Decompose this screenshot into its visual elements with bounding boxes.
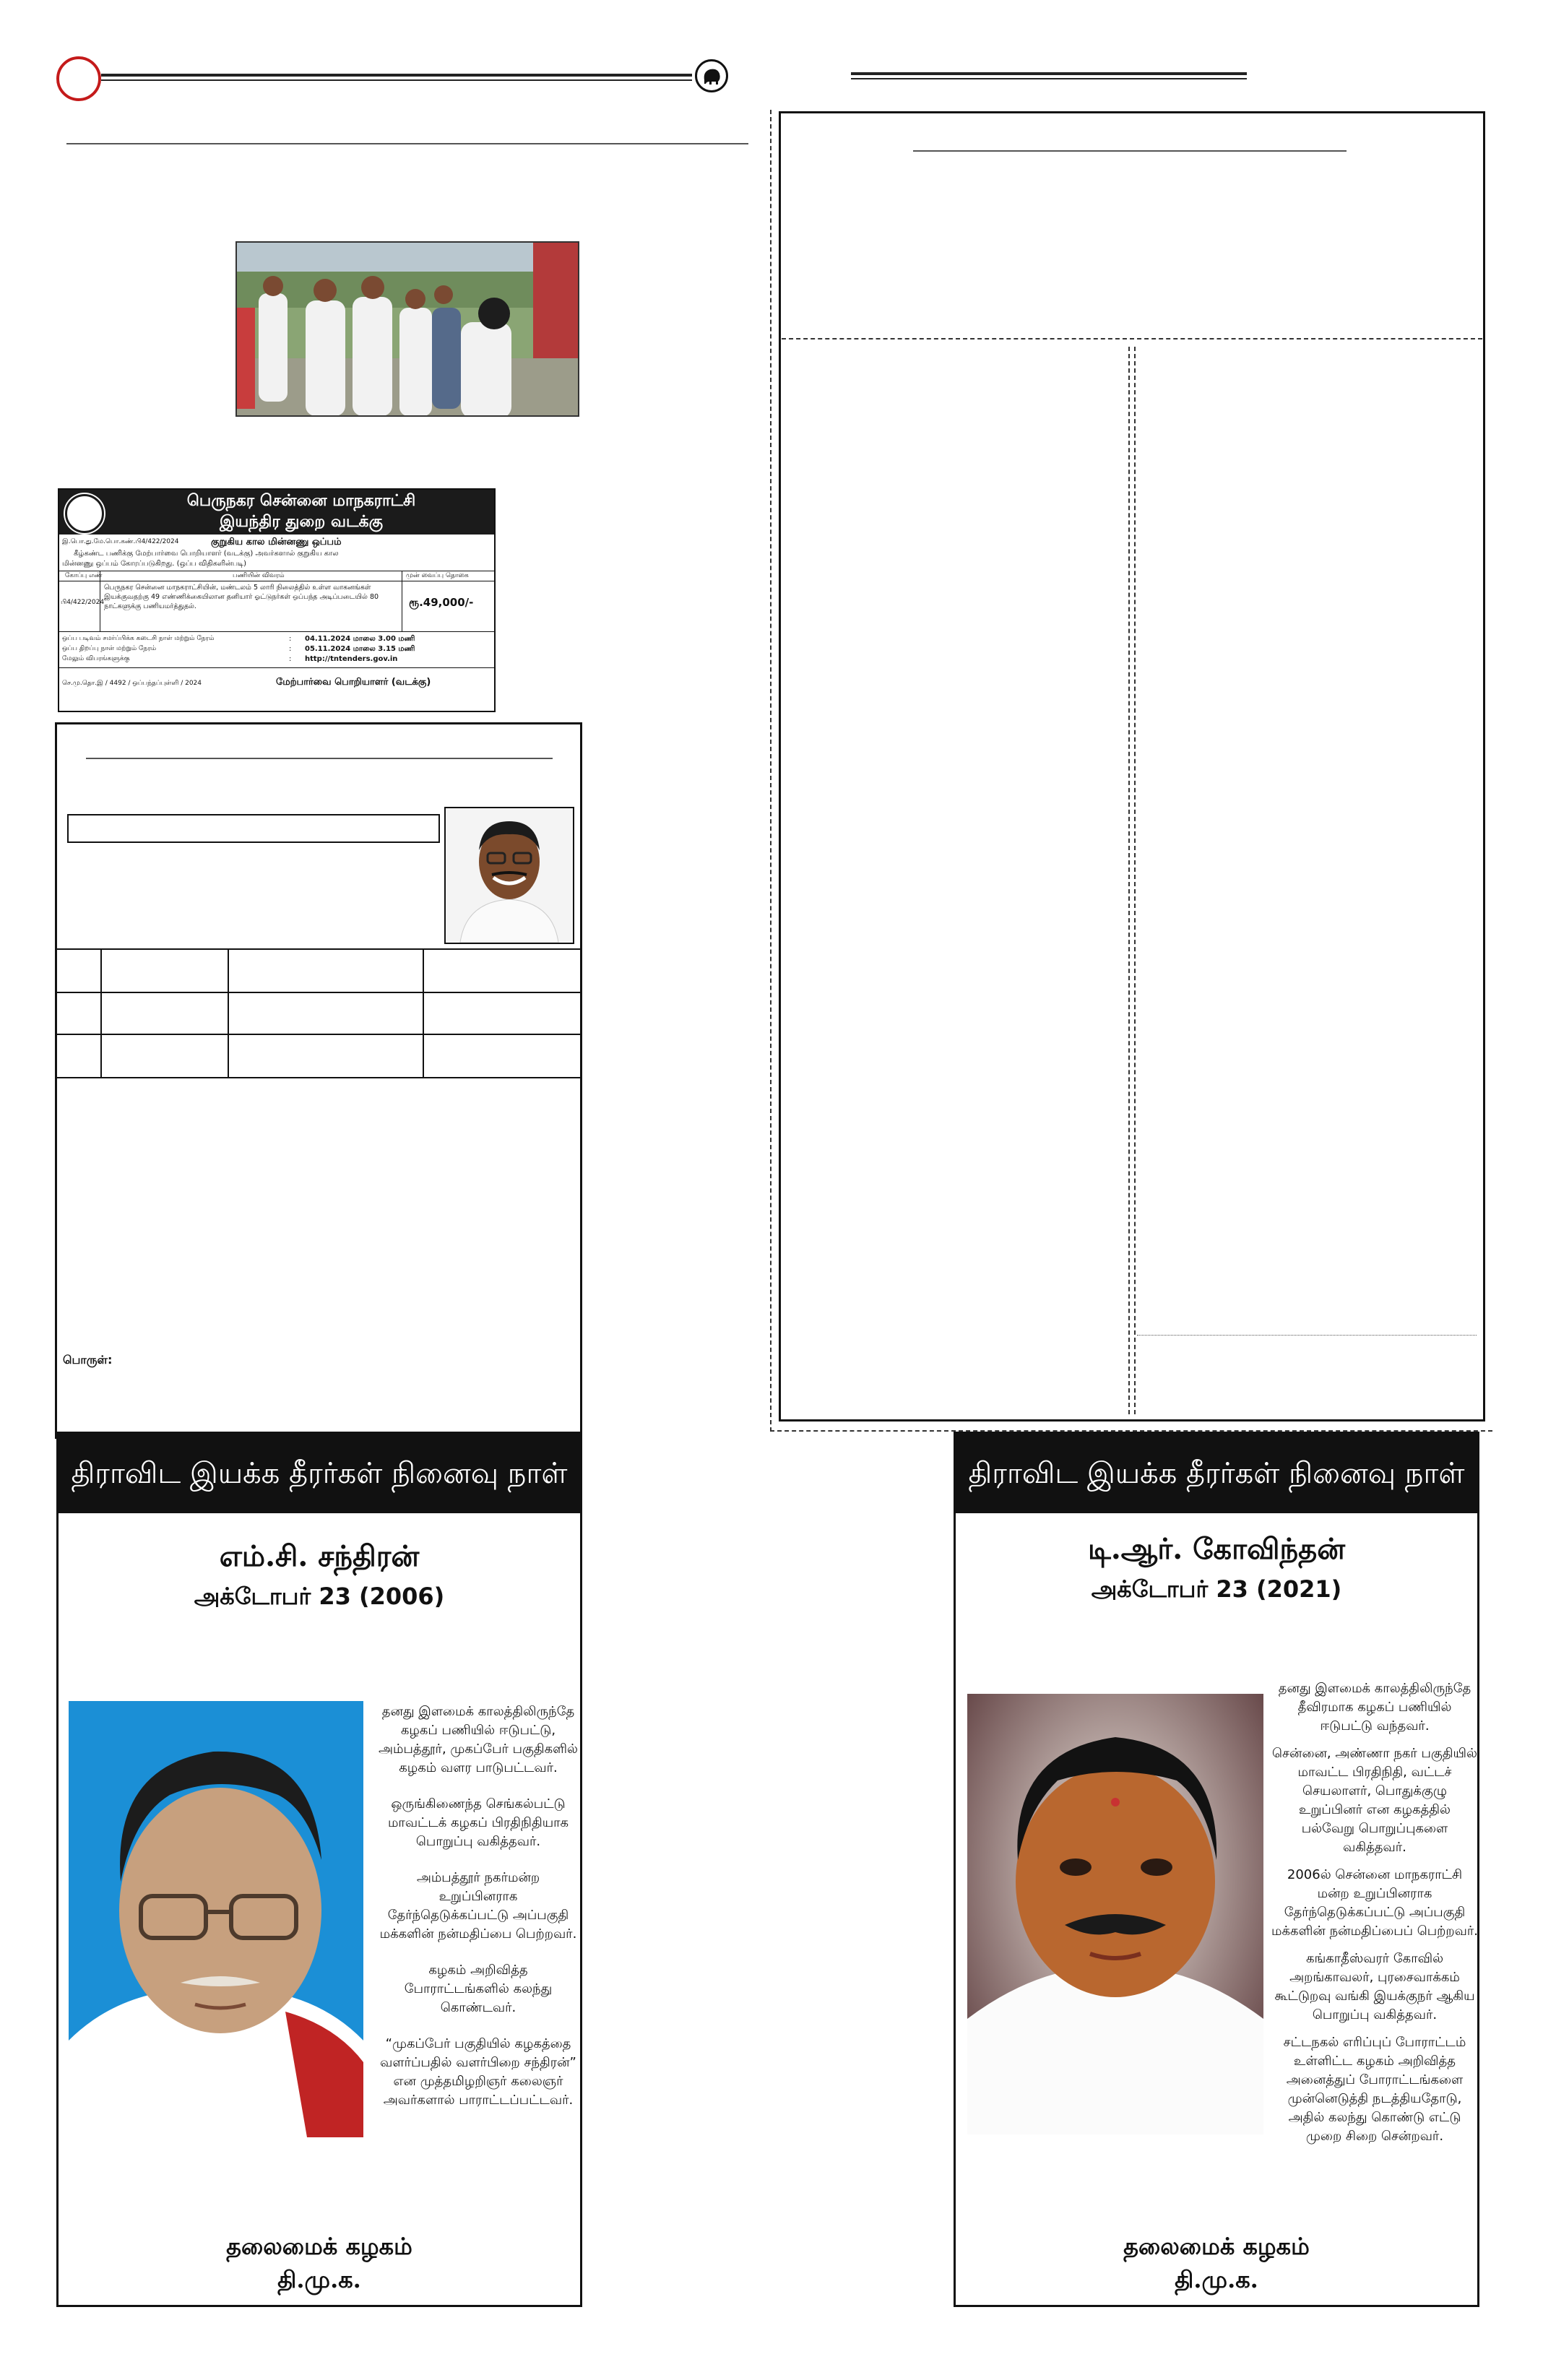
- memorial-left-name: எம்.சி. சந்திரன்: [219, 1539, 420, 1573]
- memorial-left: [56, 1432, 582, 2307]
- lbl-more-details: மேலும் விபரங்களுக்கு: [62, 655, 130, 662]
- left-column-rule: [66, 143, 748, 144]
- tender-org-line2: இயந்திர துறை வடக்கு: [219, 513, 383, 531]
- col-header-deposit: முன் வைப்பு தொகை: [406, 572, 469, 579]
- memorial-left-bio-1: தனது இளமைக் காலத்திலிருந்தே கழகப் பணியில் ஈடுபட்டு, அம்பத்தூர், முகப்பேர் பகுதிகளில் கழகம் வளர பாடுபட்டவர்.: [378, 1704, 578, 1775]
- masthead-rule-left: [101, 74, 692, 77]
- memorial-right-footer-org: தலைமைக் கழகம்: [1123, 2233, 1310, 2260]
- memorial-left-portrait: [69, 1701, 363, 2137]
- tender-intro-line1: கீழ்கண்ட பணிக்கு மேற்பார்வை பொறியாளர் (வடக்கு) அவர்களால் குறுகிய கால: [74, 550, 339, 558]
- tender-banner: [59, 490, 494, 535]
- masthead-rule-right-thin: [851, 78, 1247, 79]
- memorial-left-bio-3: அம்பத்தூர் நகர்மன்ற உறுப்பினராக தேர்ந்தெடுக்கப்பட்டு அப்பகுதி மக்களின் நன்மதிப்பை பெற்றவர்.: [379, 1870, 577, 1942]
- tender-notice: [58, 488, 496, 712]
- memorial-left-footer-party: தி.மு.க.: [277, 2266, 361, 2293]
- col-header-file-no: கோப்பு எண்: [65, 572, 103, 579]
- tender-deposit: ரூ.49,000/-: [409, 596, 474, 609]
- memorial-right: [954, 1432, 1479, 2307]
- memorial-left-bio-5: “முகப்பேர் பகுதியில் கழகத்தை வளர்ப்பதில் வளர்பிறை சந்திரன்” என முத்தமிழறிஞர் கலைஞர் அவர்களால் பாராட்டப்பட்டவர்.: [380, 2036, 576, 2108]
- lbl-last-date: ஒப்ப படிவம் சமர்ப்பிக்க கடைசி நாள் மற்றும் நேரம்: [62, 635, 215, 642]
- memorial-right-bio-5: சட்டநகல் எரிப்புப் போராட்டம் உள்ளிட்ட கழகம் அறிவித்த அனைத்துப் போராட்டங்களை முன்னெடுத்தி நடத்தியதோடு, அதில் கலந்து கொண்டு எட்டு முறை சிறை சென்றவர்.: [1283, 2035, 1466, 2144]
- tender-open-date: 05.11.2024 மாலை 3.15 மணி: [305, 645, 415, 653]
- lbl-open-date: ஒப்ப திறப்பு நாள் மற்றும் நேரம்: [62, 645, 157, 652]
- memorial-right-bio: [1271, 1679, 1479, 2146]
- right-article-divider: [782, 338, 1482, 339]
- tender-website-link[interactable]: http://tntenders.gov.in: [305, 655, 398, 663]
- masthead-rule-right: [851, 72, 1247, 75]
- tender-last-date: 04.11.2024 மாலை 3.00 மணி: [305, 635, 415, 643]
- col-header-work: பணியின் விவரம்: [233, 572, 285, 579]
- right-article-rule: [913, 150, 1347, 152]
- colon-2: :: [289, 645, 292, 653]
- notice-box: [55, 722, 582, 1439]
- masthead-circle-logo: [56, 56, 101, 101]
- corporation-seal-icon: [65, 494, 104, 533]
- colon-1: :: [289, 635, 292, 643]
- news-photo: [235, 241, 579, 417]
- tender-notice-title: குறுகிய கால மின்னணு ஒப்பம்: [211, 537, 342, 548]
- tender-footer-ref: செ.மு.தொ.இ / 4492 / ஒப்பந்தப்புள்ளி / 2024: [62, 680, 202, 687]
- tender-ref-no: இ.பொ.து.மே.பொ.கண்.பி4/422/2024: [62, 538, 179, 545]
- colon-3: :: [289, 655, 292, 663]
- memorial-left-bio: [378, 1702, 579, 2127]
- elephant-emblem-icon: [695, 59, 728, 92]
- memorial-right-name: டி.ஆர். கோவிந்தன்: [1088, 1532, 1345, 1566]
- memorial-left-bio-2: ஒருங்கிணைந்த செங்கல்பட்டு மாவட்டக் கழகப் பிரதிநிதியாக பொறுப்பு வகித்தவர்.: [387, 1796, 569, 1849]
- memorial-left-date: அக்டோபர் 23 (2006): [194, 1583, 445, 1610]
- memorial-right-header: திராவிட இயக்க தீரர்கள் நினைவு நாள்: [956, 1434, 1477, 1513]
- tender-file-no: பி4/422/2024: [61, 599, 105, 606]
- masthead-rule-left-thin: [101, 79, 692, 81]
- memorial-right-portrait: [967, 1694, 1263, 2134]
- tender-signatory: மேற்பார்வை பொறியாளர் (வடக்கு): [276, 677, 431, 688]
- notice-box-title-field: [67, 814, 440, 843]
- tender-intro-line2: மின்னணு ஒப்பம் கோரப்படுகிறது. (ஒப்ப விதிகளின்படி): [62, 560, 247, 568]
- tender-work-desc: பெருநகர சென்னை மாநகராட்சியின், மண்டலம் 5 லாரி நிலைத்தில் உள்ள வாகனங்கள் இயக்குவதற்கு 49 எண்ணிக்கையிலான தனியார் ஓட்டுநர்கள் ஒப்பந்த அடிப்படையில் 80 நாட்களுக்கு பணியமர்த்துதல்.: [104, 584, 379, 610]
- memorial-right-bio-4: கங்காதீஸ்வரர் கோவில் அறங்காவலர், புரசைவாக்கம் கூட்டுறவு வங்கி இயக்குநர் ஆகிய பொறுப்பு வகித்தவர்.: [1274, 1951, 1475, 2022]
- memorial-right-date: அக்டோபர் 23 (2021): [1091, 1575, 1342, 1603]
- right-article-col2-rule: [1137, 1335, 1477, 1336]
- memorial-left-bio-4: கழகம் அறிவித்த போராட்டங்களில் கலந்து கொண்டவர்.: [404, 1963, 553, 2015]
- notice-subject-label: பொருள்:: [63, 1353, 113, 1367]
- memorial-left-footer-org: தலைமைக் கழகம்: [226, 2233, 412, 2260]
- notice-portrait: [444, 807, 574, 944]
- memorial-right-bio-2: சென்னை, அண்ணா நகர் பகுதியில் மாவட்ட பிரதிநிதி, வட்டச் செயலாளர், பொதுக்குழு உறுப்பினர் என கழகத்தில் பல்வேறு பொறுப்புகளை வகித்தவர்.: [1272, 1746, 1477, 1855]
- right-article-col-sep: [1128, 347, 1130, 1414]
- tender-org-line1: பெருநகர சென்னை மாநகராட்சி: [186, 492, 416, 510]
- memorial-right-bio-1: தனது இளமைக் காலத்திலிருந்தே தீவிரமாக கழகப் பணியில் ஈடுபட்டு வந்தவர்.: [1278, 1681, 1471, 1734]
- right-article-col1: [787, 347, 1136, 1414]
- memorial-left-header: திராவிட இயக்க தீரர்கள் நினைவு நாள்: [59, 1434, 580, 1513]
- notice-box-rule: [86, 758, 553, 759]
- memorial-right-footer-party: தி.மு.க.: [1175, 2266, 1258, 2293]
- memorial-right-bio-3: 2006ல் சென்னை மாநகராட்சி மன்ற உறுப்பினராக தேர்ந்தெடுக்கப்பட்டு அப்பகுதி மக்களின் நன்மதிப்பைப் பெற்றவர்.: [1271, 1867, 1479, 1939]
